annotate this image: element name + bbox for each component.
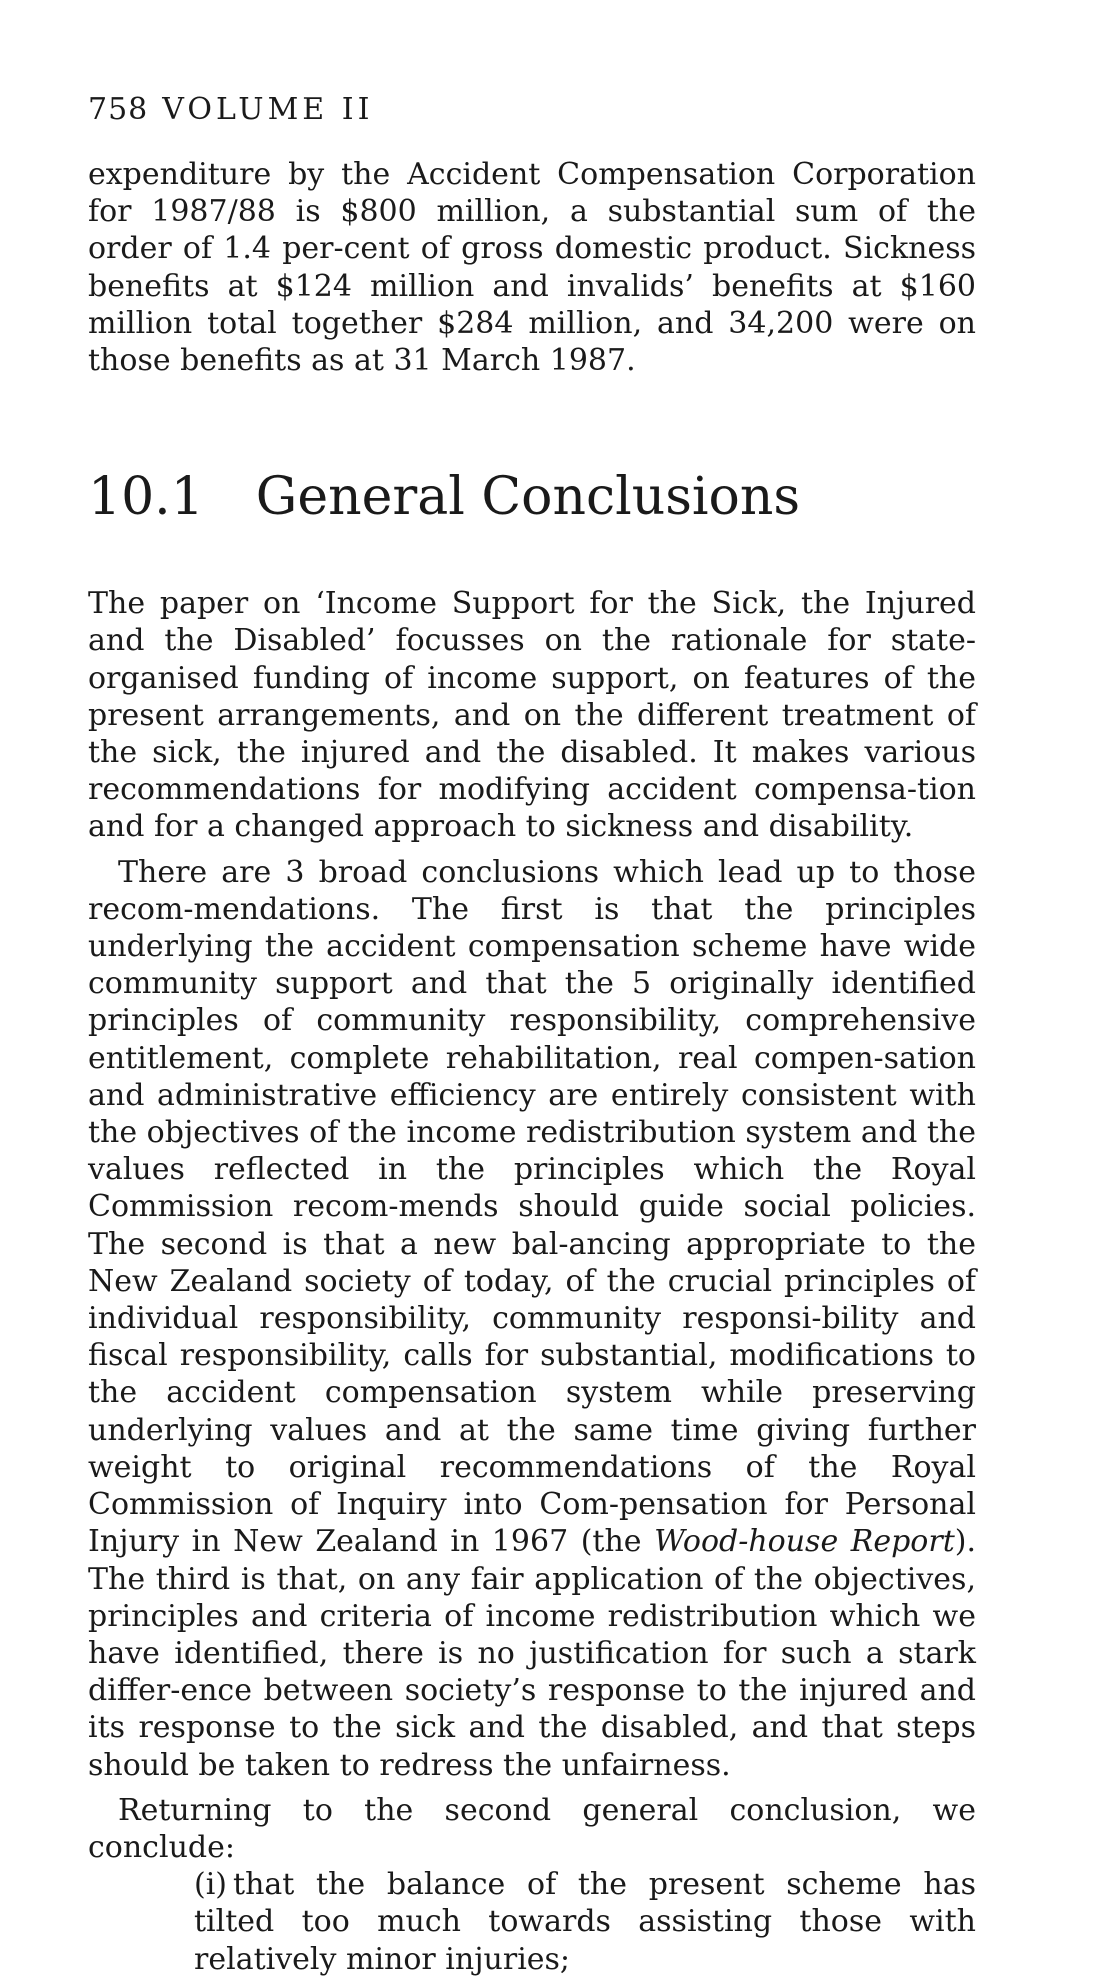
paragraph-returning: Returning to the second general conclusion, we conclude: <box>88 1792 976 1865</box>
section-heading <box>88 467 976 527</box>
running-head <box>88 92 976 128</box>
list-item-text: that the balance of the present scheme has tilted too much towards assisting those with relatively minor injuries; <box>194 1867 976 1977</box>
section-number: 10.1 <box>88 467 204 528</box>
section-title: General Conclusions <box>255 467 801 528</box>
page-number: 758 <box>88 92 149 127</box>
document-page <box>88 92 976 1978</box>
volume-label: VOLUME II <box>162 92 374 127</box>
paragraph-broad-conclusions-text-2: ). The third is that, on any fair application of the objectives, principles and criteria of income redistribution which we have identified, there is no justification for such a stark differ-ence between society’s response to the injured and its response to the sick and the disabled, and that steps should be taken to redress the unfairness. <box>88 1524 977 1783</box>
paragraph-broad-conclusions-text-1: There are 3 broad conclusions which lead up to those recom-mendations. The first is that the principles underlying the accident compensation scheme have wide community support and that the 5 originally identified principles of community responsibility, comprehensive entitlement, complete rehabilitation, real compen-sation and administrative efficiency are entirely consistent with the objectives of the income redistribution system and the values reflected in the principles which the Royal Commission recom-mends should guide social policies. The second is that a new bal-ancing appropriate to the New Zealand society of today, of the crucial principles of individual responsibility, community responsi-bility and fiscal responsibility, calls for substantial, modifications to the accident compensation system while preserving underlying values and at the same time giving further weight to original recommendations of the Royal Commission of Inquiry into Com-pensation for Personal Injury in New Zealand in 1967 (the <box>88 854 976 1560</box>
paragraph-income-support: The paper on ‘Income Support for the Sick, the Injured and the Disabled’ focusses on the rationale for state-organised funding of income support, on features of the present arrangements, and on the different treatment of the sick, the injured and the disabled. It makes various recommendations for modifying accident compensa-tion and for a changed approach to sickness and disability. <box>88 586 976 845</box>
paragraph-broad-conclusions <box>88 854 976 1784</box>
list-item-label: (i) <box>194 1867 228 1903</box>
list-item <box>194 1866 976 1978</box>
woodhouse-report-title: Wood-house Report <box>654 1524 955 1560</box>
opening-paragraph: expenditure by the Accident Compensation Corporation for 1987/88 is $800 million, a substantial sum of the order of 1.4 per-cent of gross domestic product. Sickness benefits at $124 million and invalids’ benefits at $160 million total together $284 million, and 34,200 were on those benefits as at 31 March 1987. <box>88 157 976 379</box>
